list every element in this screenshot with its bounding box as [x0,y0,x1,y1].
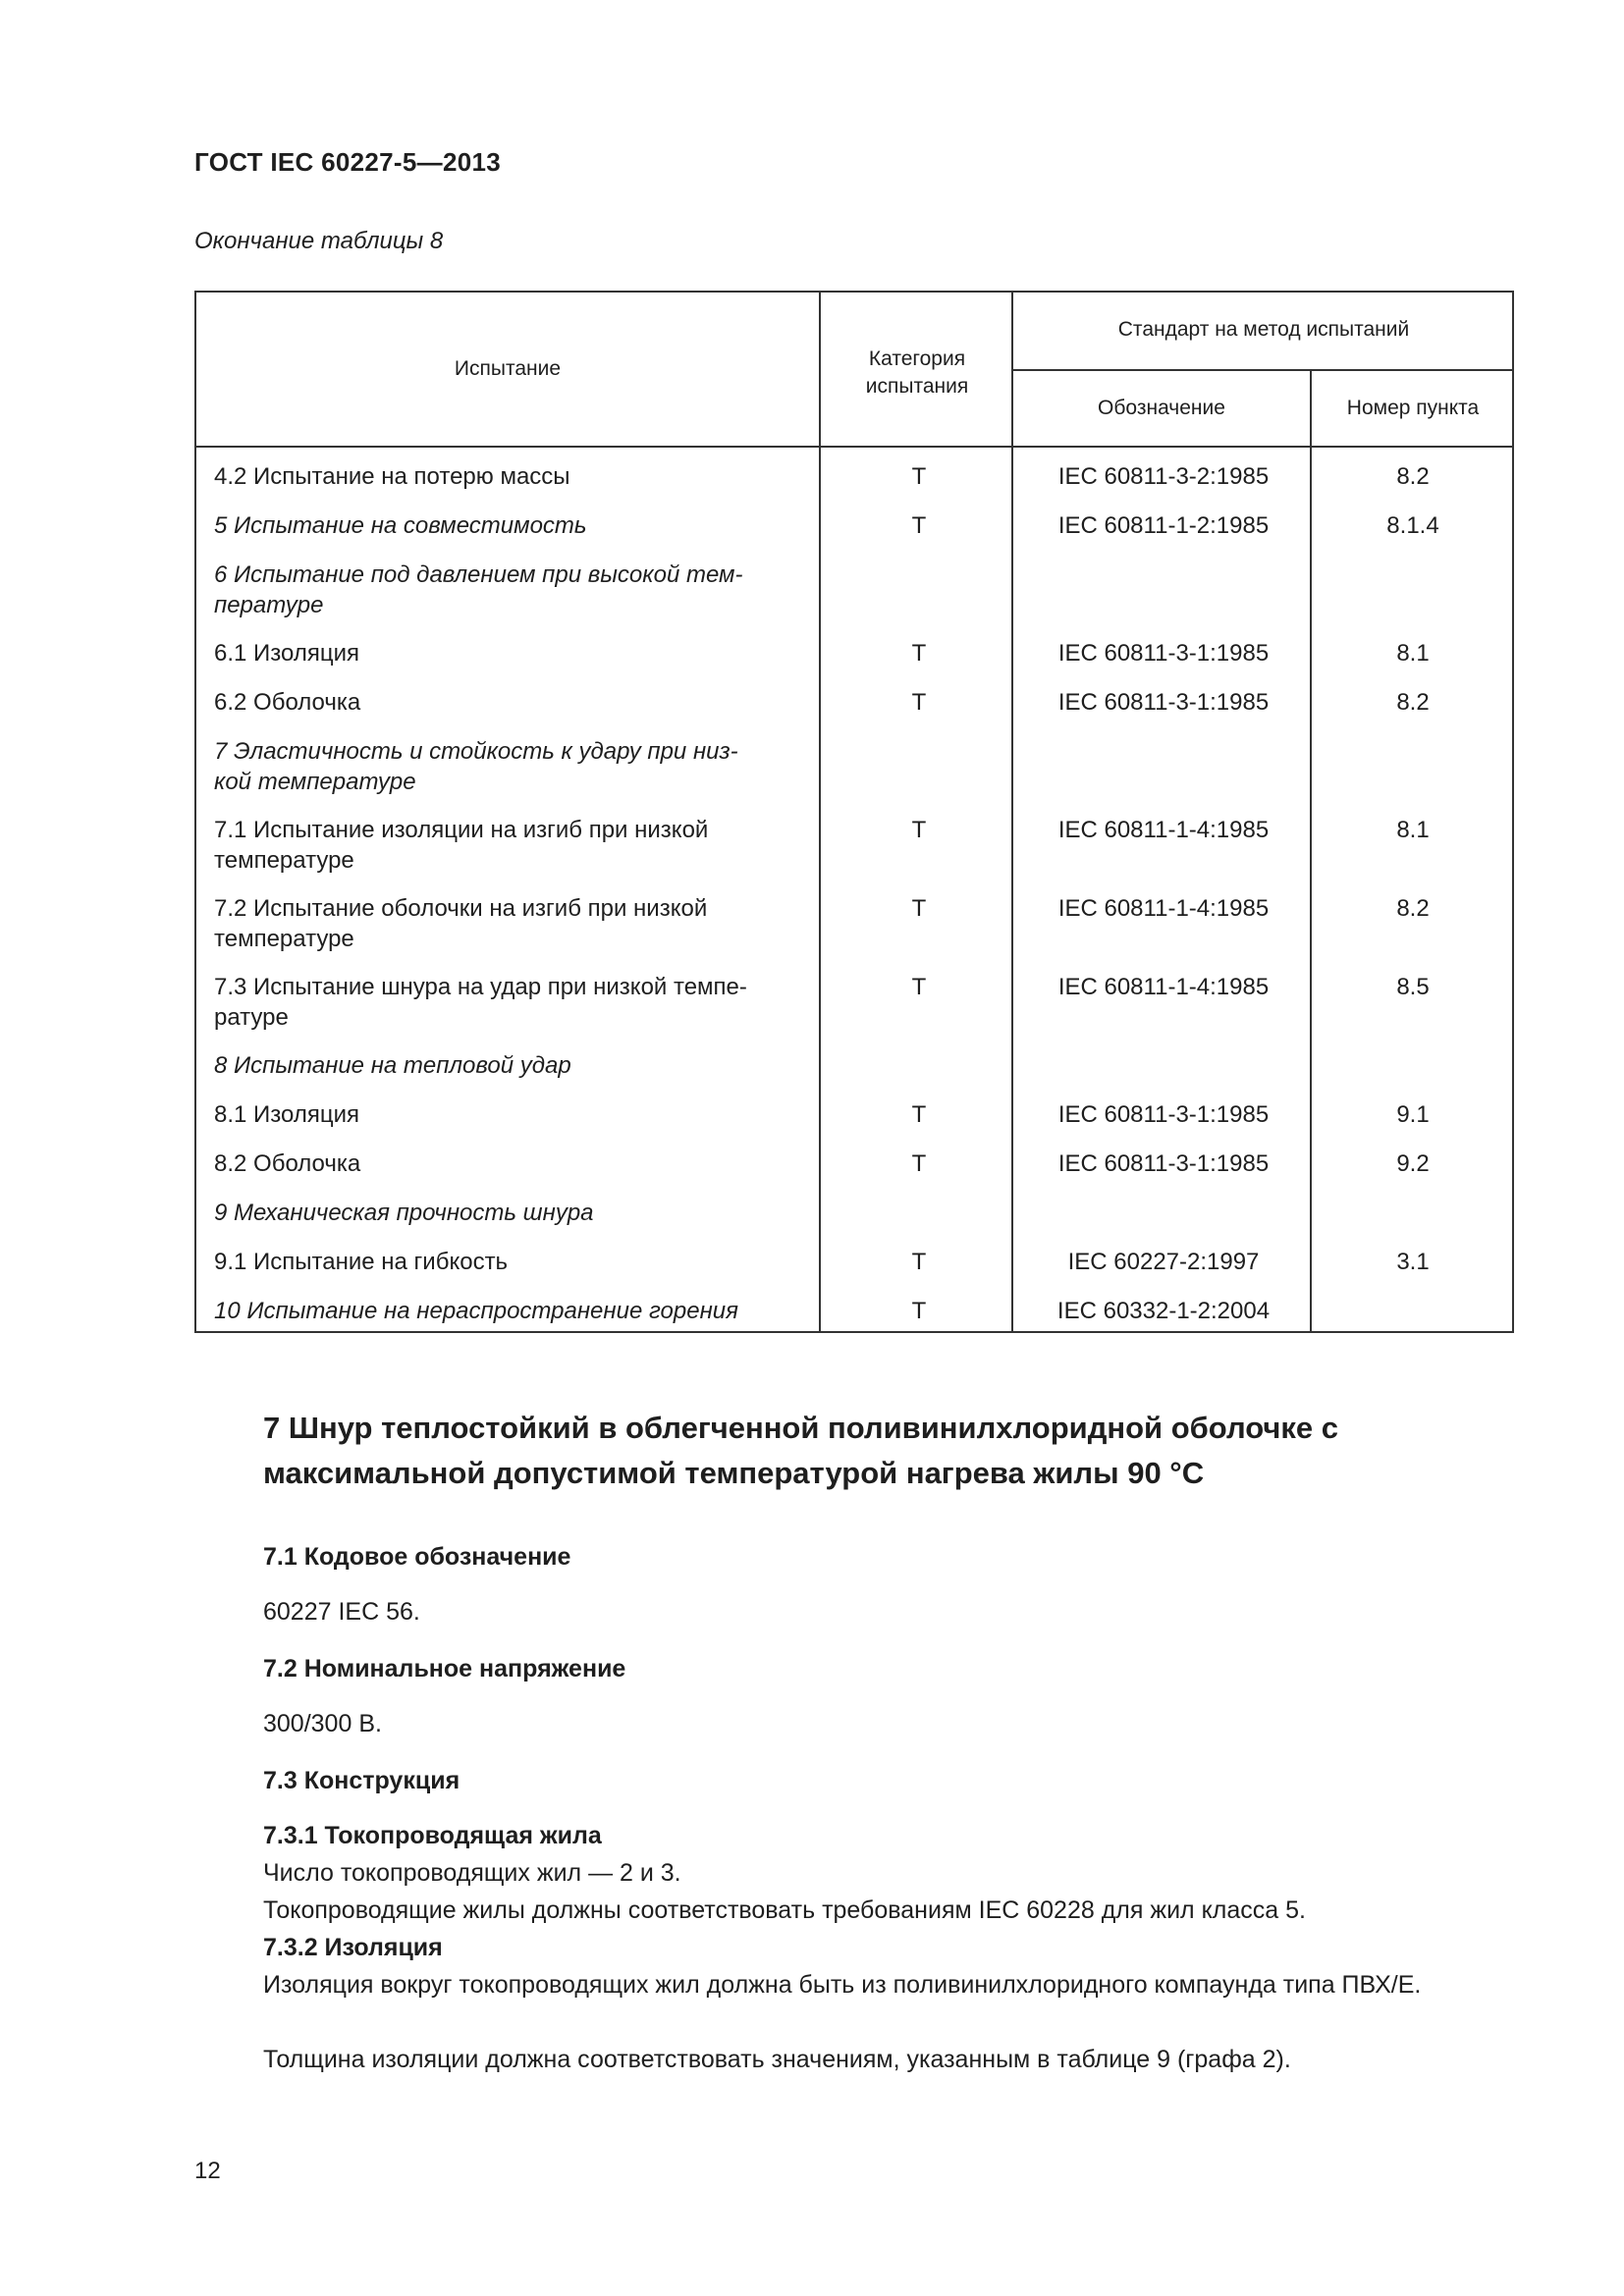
rated-voltage-text: 300/300 В. [263,1710,382,1737]
row-standard: IEC 60811-1-4:1985 [1057,974,1270,1000]
row-clause: 8.1 [1396,640,1430,667]
row-standard: IEC 60811-3-1:1985 [1057,1101,1270,1128]
row-standard: IEC 60811-3-2:1985 [1057,463,1270,490]
page-number: 12 [194,2158,221,2184]
table-header-rule [196,446,1512,448]
header-method-standard: Стандарт на метод испытаний [1117,318,1410,341]
row-test: 7.1 Испытание изоляции на изгиб при низкой температуре [214,817,709,874]
row-clause: 9.1 [1396,1101,1430,1128]
section-title: 7 Шнур теплостойкий в облегченной поливинилхлоридной оболочке с максимальной допустимой температурой нагрева жилы 90 °С [263,1411,1339,1490]
row-clause: 8.2 [1396,895,1430,922]
row-test: 4.2 Испытание на потерю массы [214,463,570,490]
row-test: 8.2 Оболочка [214,1150,361,1177]
table-divider [1011,369,1512,371]
row-category: Т [911,817,927,843]
row-test-group: 7 Эластичность и стойкость к удару при низ-кой температуре [214,738,738,795]
row-test: 6.2 Оболочка [214,689,361,716]
row-test: 8.1 Изоляция [214,1101,359,1128]
code-designation-text: 60227 IEC 56. [263,1598,420,1626]
row-category: Т [911,689,927,716]
row-test: 5 Испытание на совместимость [214,512,587,539]
row-category: Т [911,463,927,490]
row-standard: IEC 60811-1-2:1985 [1057,512,1270,539]
row-category: Т [911,1249,927,1275]
row-standard: IEC 60811-1-4:1985 [1057,895,1270,922]
header-clause: Номер пункта [1346,397,1480,419]
subsection-heading-7-1: 7.1 Кодовое обозначение [263,1543,571,1571]
row-standard: IEC 60811-3-1:1985 [1057,640,1270,667]
subsection-heading-7-3: 7.3 Конструкция [263,1767,460,1794]
row-standard: IEC 60811-3-1:1985 [1057,1150,1270,1177]
row-test-group: 8 Испытание на тепловой удар [214,1052,571,1079]
paragraph: Число токопроводящих жил — 2 и 3. [263,1859,681,1887]
row-standard: IEC 60227-2:1997 [1067,1249,1260,1275]
row-test: 9.1 Испытание на гибкость [214,1249,509,1275]
subsection-heading-7-3-2: 7.3.2 Изоляция [263,1934,443,1961]
test-table [194,291,1514,1333]
row-clause: 8.2 [1396,689,1430,716]
row-category: Т [911,974,927,1000]
row-test: 6.1 Изоляция [214,640,359,667]
row-test-group: 9 Механическая прочность шнура [214,1200,594,1226]
row-test: 10 Испытание на нераспространение горения [214,1298,738,1324]
row-standard: IEC 60332-1-2:2004 [1056,1298,1271,1324]
row-test: 7.2 Испытание оболочки на изгиб при низкой температуре [214,895,708,952]
paragraph: Токопроводящие жилы должны соответствовать требованиям IEC 60228 для жил класса 5. [263,1896,1306,1924]
paragraph: Изоляция вокруг токопроводящих жил должна быть из поливинилхлоридного компаунда типа ПВХ/Е. [263,1971,1422,1999]
header-designation: Обозначение [1098,397,1225,419]
row-test: 7.3 Испытание шнура на удар при низкой темпе-ратуре [214,974,747,1031]
row-clause: 8.1.4 [1386,512,1439,539]
row-clause: 3.1 [1396,1249,1430,1275]
row-category: Т [911,640,927,667]
paragraph: Толщина изоляции должна соответствовать значениям, указанным в таблице 9 (графа 2). [263,2046,1291,2073]
row-category: Т [911,1298,927,1324]
document-header: ГОСТ IEC 60227-5—2013 [194,147,501,177]
table-continuation-caption: Окончание таблицы 8 [194,228,444,254]
row-clause: 9.2 [1396,1150,1430,1177]
row-standard: IEC 60811-1-4:1985 [1057,817,1270,843]
row-category: Т [911,512,927,539]
row-standard: IEC 60811-3-1:1985 [1057,689,1270,716]
row-clause: 8.5 [1396,974,1430,1000]
row-clause: 8.1 [1396,817,1430,843]
subsection-heading-7-2: 7.2 Номинальное напряжение [263,1655,626,1682]
header-category: Категория испытания [865,347,969,398]
row-category: Т [911,1150,927,1177]
row-clause: 8.2 [1396,463,1430,490]
row-category: Т [911,1101,927,1128]
header-test: Испытание [454,357,562,380]
row-test-group: 6 Испытание под давлением при высокой тем-пературе [214,561,743,618]
subsection-heading-7-3-1: 7.3.1 Токопроводящая жила [263,1822,602,1849]
row-category: Т [911,895,927,922]
